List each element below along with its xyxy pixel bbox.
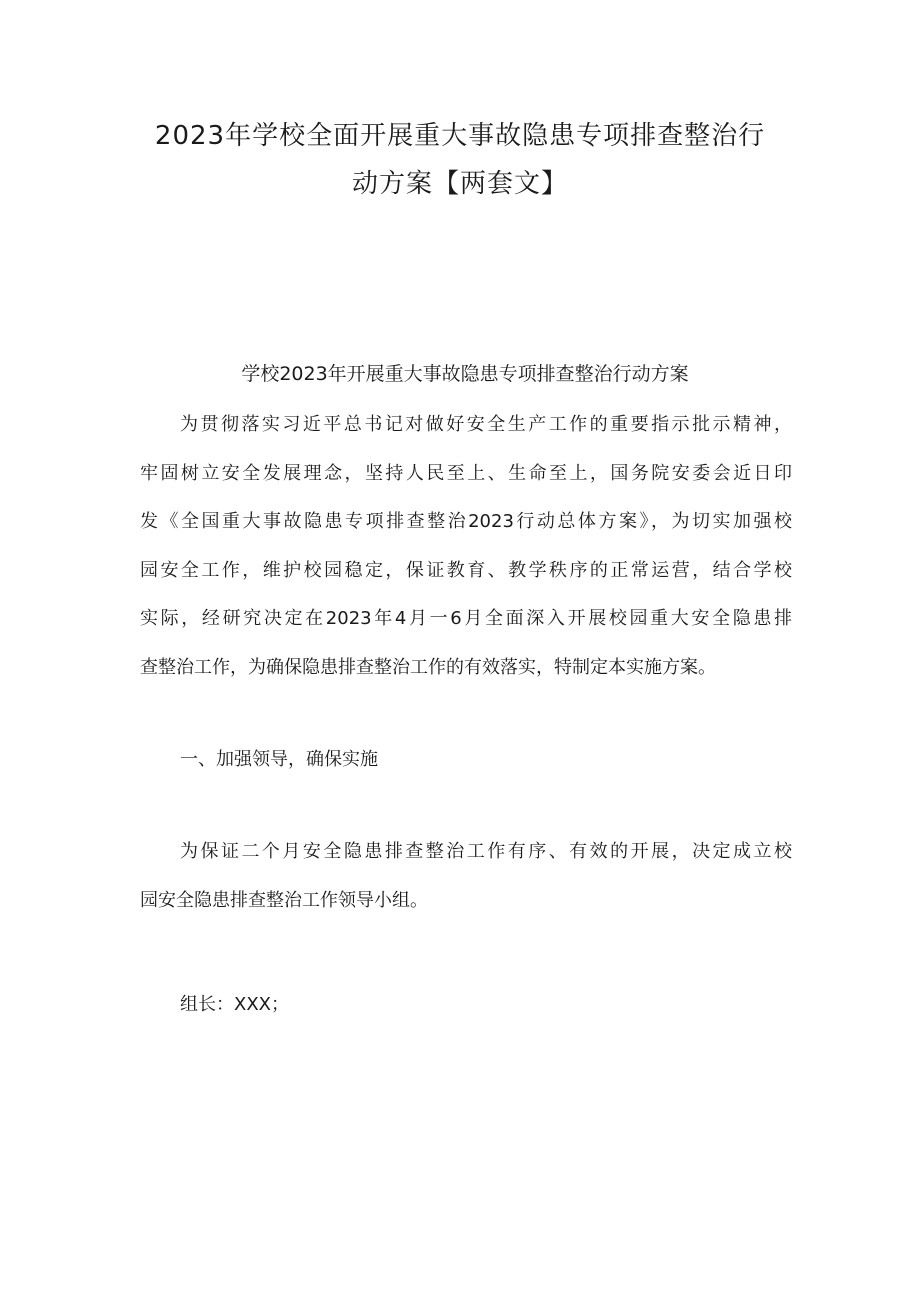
group-line-2: 园安全隐患排查整治工作领导小组。 [140,889,428,911]
intro-line-5: 实际，经研究决定在2023年4月一6月全面深入开展校园重大安全隐患排 [140,608,792,629]
intro-paragraph [140,401,792,692]
document-title [130,112,790,208]
intro-line-6: 查整治工作，为确保隐患排查整治工作的有效落实，特制定本实施方案。 [140,656,716,678]
group-line-1: 为保证二个月安全隐患排查整治工作有序、有效的开展，决定成立校 [180,841,792,862]
group-leader-line: 组长：XXX； [180,994,289,1015]
document-title-line-2: 动方案【两套文】 [351,169,568,199]
intro-line-1: 为贯彻落实习近平总书记对做好安全生产工作的重要指示批示精神， [180,414,792,435]
plan-subtitle: 学校2023年开展重大事故隐患专项排查整治行动方案 [241,363,689,385]
intro-line-3: 发《全国重大事故隐患专项排查整治2023行动总体方案》，为切实加强校 [140,511,792,532]
document-title-line-1: 2023年学校全面开展重大事故隐患专项排查整治行 [154,121,766,151]
intro-line-2: 牢固树立安全发展理念，坚持人民至上、生命至上，国务院安委会近日印 [140,462,792,484]
leadership-group-paragraph [140,828,792,925]
intro-line-4: 园安全工作，维护校园稳定，保证教育、教学秩序的正常运营，结合学校 [140,559,792,581]
section-heading-1: 一、加强领导，确保实施 [180,749,378,770]
